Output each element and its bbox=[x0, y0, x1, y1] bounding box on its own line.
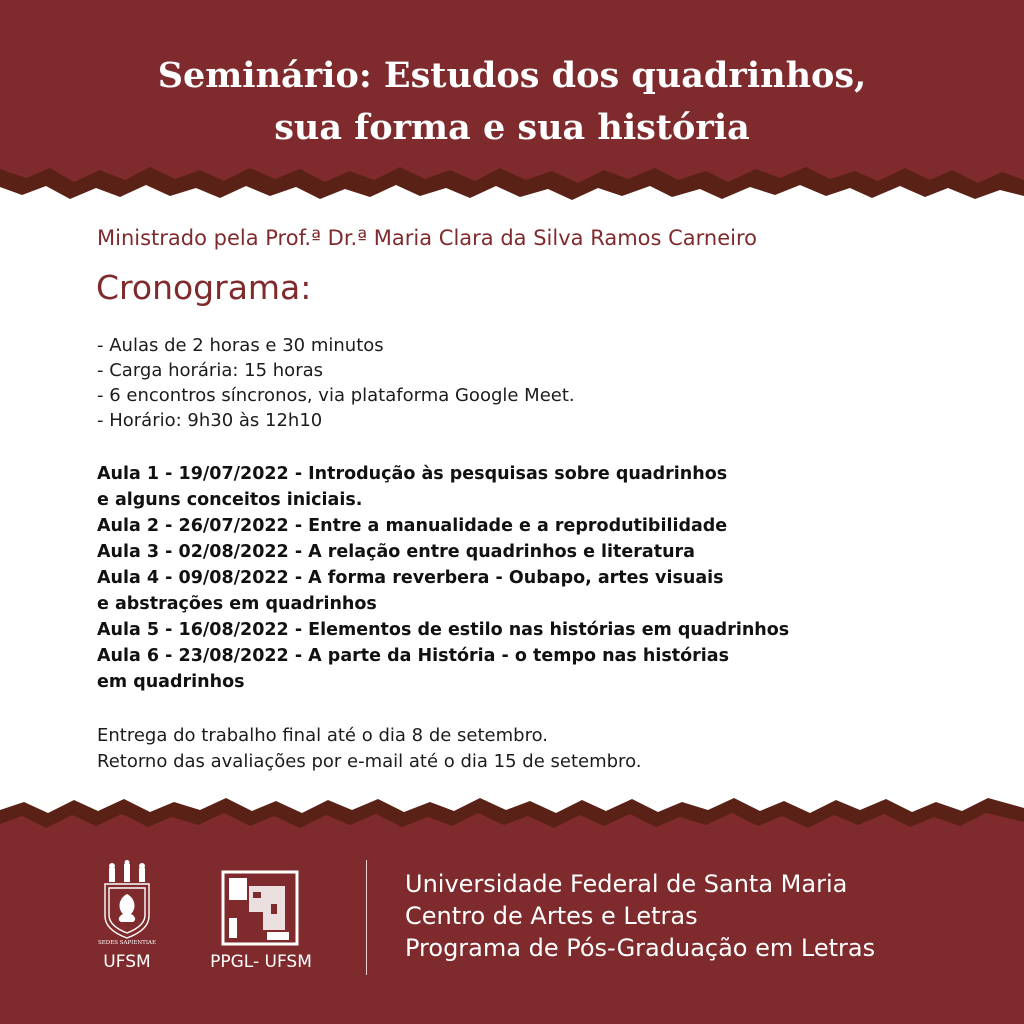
lesson-item bbox=[97, 565, 789, 617]
seminar-title-line-1: Seminário: Estudos dos quadrinhos, bbox=[157, 55, 867, 96]
lesson-schedule bbox=[97, 461, 789, 695]
lesson-item bbox=[97, 513, 789, 539]
lesson-item bbox=[97, 617, 789, 643]
info-item: - Carga horária: 15 horas bbox=[97, 360, 324, 381]
ufsm-seal-motto: SEDES SAPIENTIAE bbox=[98, 940, 156, 946]
lesson-title: Aula 6 - 23/08/2022 - A parte da História - o tempo nas histórias bbox=[97, 646, 729, 666]
institution-university: Universidade Federal de Santa Maria bbox=[405, 870, 848, 898]
lesson-title: Aula 1 - 19/07/2022 - Introdução às pesquisas sobre quadrinhos bbox=[97, 464, 728, 484]
lesson-title: Aula 4 - 09/08/2022 - A forma reverbera - Oubapo, artes visuais bbox=[97, 568, 724, 588]
ppgl-mark-icon bbox=[219, 868, 303, 948]
footer-divider bbox=[366, 860, 367, 975]
info-item: - Horário: 9h30 às 12h10 bbox=[97, 410, 323, 431]
seminar-title-line-2: sua forma e sua história bbox=[274, 107, 750, 148]
lesson-title: Aula 5 - 16/08/2022 - Elementos de estilo nas histórias em quadrinhos bbox=[97, 620, 790, 640]
lesson-item bbox=[97, 461, 789, 513]
institution-center: Centro de Artes e Letras bbox=[405, 902, 698, 930]
lesson-item bbox=[97, 539, 789, 565]
institution-program: Programa de Pós-Graduação em Letras bbox=[405, 934, 876, 962]
info-item: - 6 encontros síncronos, via plataforma Google Meet. bbox=[97, 385, 575, 406]
ufsm-caption: UFSM bbox=[103, 952, 151, 972]
schedule-heading: Cronograma: bbox=[96, 268, 312, 307]
institution-block bbox=[405, 868, 875, 964]
ppgl-caption: PPGL- UFSM bbox=[210, 952, 312, 972]
lesson-title-continued: e abstrações em quadrinhos bbox=[97, 594, 377, 614]
ufsm-logo bbox=[88, 860, 166, 972]
info-item: - Aulas de 2 horas e 30 minutos bbox=[97, 335, 384, 356]
ufsm-seal-icon bbox=[97, 860, 157, 948]
lesson-title-continued: em quadrinhos bbox=[97, 672, 245, 692]
lesson-item bbox=[97, 643, 789, 695]
lesson-title-continued: e alguns conceitos iniciais. bbox=[97, 490, 363, 510]
lesson-title: Aula 3 - 02/08/2022 - A relação entre quadrinhos e literatura bbox=[97, 542, 695, 562]
instructor-line: Ministrado pela Prof.ª Dr.ª Maria Clara da Silva Ramos Carneiro bbox=[97, 226, 757, 250]
seminar-title bbox=[0, 50, 1024, 154]
deadline-final-work: Entrega do trabalho final até o dia 8 de setembro. bbox=[97, 725, 549, 746]
deadline-evaluation-return: Retorno das avaliações por e-mail até o dia 15 de setembro. bbox=[97, 751, 642, 772]
deadlines-block bbox=[97, 723, 641, 775]
course-info-list bbox=[97, 333, 575, 433]
ppgl-logo bbox=[196, 868, 326, 972]
lesson-title: Aula 2 - 26/07/2022 - Entre a manualidade e a reprodutibilidade bbox=[97, 516, 728, 536]
